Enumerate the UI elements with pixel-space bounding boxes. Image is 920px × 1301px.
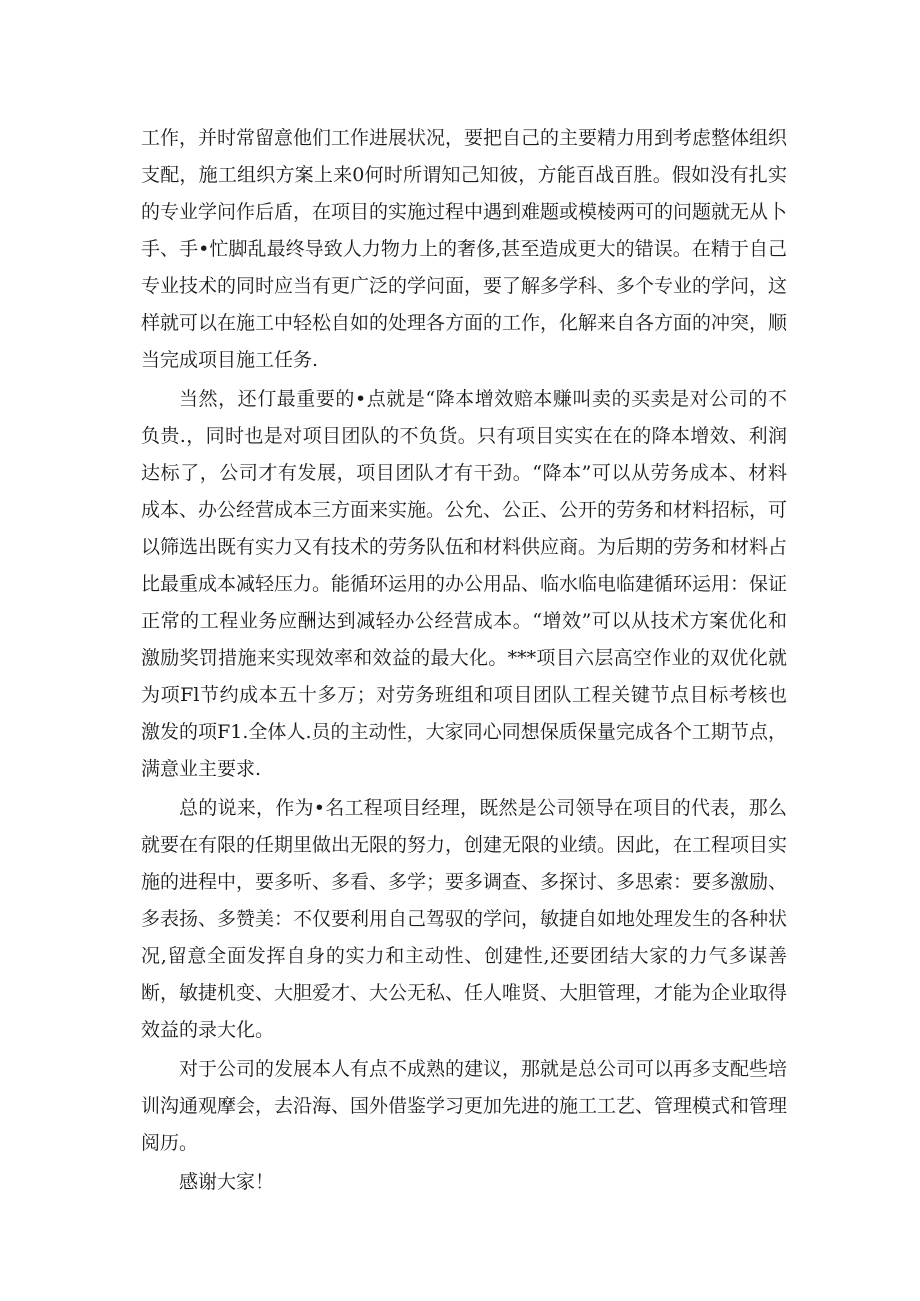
paragraph-thanks: 感谢大家！ [179, 1171, 275, 1193]
paragraph-cost-reduction: 当然，还仃最重要的•点就是“降本增效赔本赚叫卖的买卖是对公司的不负贵.，同时也是对项目团队的不负货。只有项目实实在在的降本增效、利润达标了，公司才有发展，项目团队才有干劲。“降本”可以从劳务成本、材料成本、办公经营成本三方面来实施。公允、公正、公开的劳务和材料招标，可以筛选出既有实力又有技术的劳务队伍和材料供应商。为后期的劳务和材料占比最重成本减轻压力。能循环运用的办公用品、临水临电临建循环运用：保证正常的工程业务应酬达到减轻办公经营成本。“增效”可以从技术方案优化和激励奖罚措施来实现效率和效益的最大化。***项目六层高空作业的双优化就为项Fl节约成本五十多万；对劳务班组和项目团队工程关键节点目标考核也激发的项F1.全体人.员的主动性，大家同心同想保质保量完成各个工期节点，满意业主要求. [141, 388, 788, 780]
document-body [141, 120, 787, 1201]
paragraph-continuation: 工作，并时常留意他们工作进展状况，要把自己的主要精力用到考虑整体组织支配，施工组织方案上来0何时所谓知己知彼，方能百战百胜。假如没有扎实的专业学问作后盾，在项目的实施过程中遇到难题或模棱两可的问题就无从卜手、手•忙脚乱最终导致人力物力上的奢侈,甚至造成更大的错误。在精于自己专业技术的同时应当有更广泛的学问面，要了解多学科、多个专业的学问，这样就可以在施工中轻松自如的处理各方面的工作，化解来自各方面的冲突，顺当完成项目施工任务. [141, 127, 788, 371]
paragraph-suggestion: 对于公司的发展本人有点不成熟的建议，那就是总公司可以再多支配些培训沟通观摩会，去沿海、国外借鉴学习更加先进的施工工艺、管理模式和管理阅历。 [141, 1058, 788, 1154]
paragraph-summary: 总的说来，作为•名工程项目经理，既然是公司领导在项目的代表，那么就要在有限的任期里做出无限的努力，创建无限的业绩。因此，在工程项目实施的进程中，要多听、多看、多学；要多调查、多探讨、多思索：要多激励、多表扬、多赞美：不仅要利用自己驾驭的学问，敏捷自如地处理发生的各种状况,留意全面发挥自身的实力和主动性、创建性,还要团结大家的力气多谋善断，敏捷机变、大胆爱才、大公无私、任人唯贤、大胆管理，才能为企业取得效益的录大化。 [141, 797, 788, 1041]
